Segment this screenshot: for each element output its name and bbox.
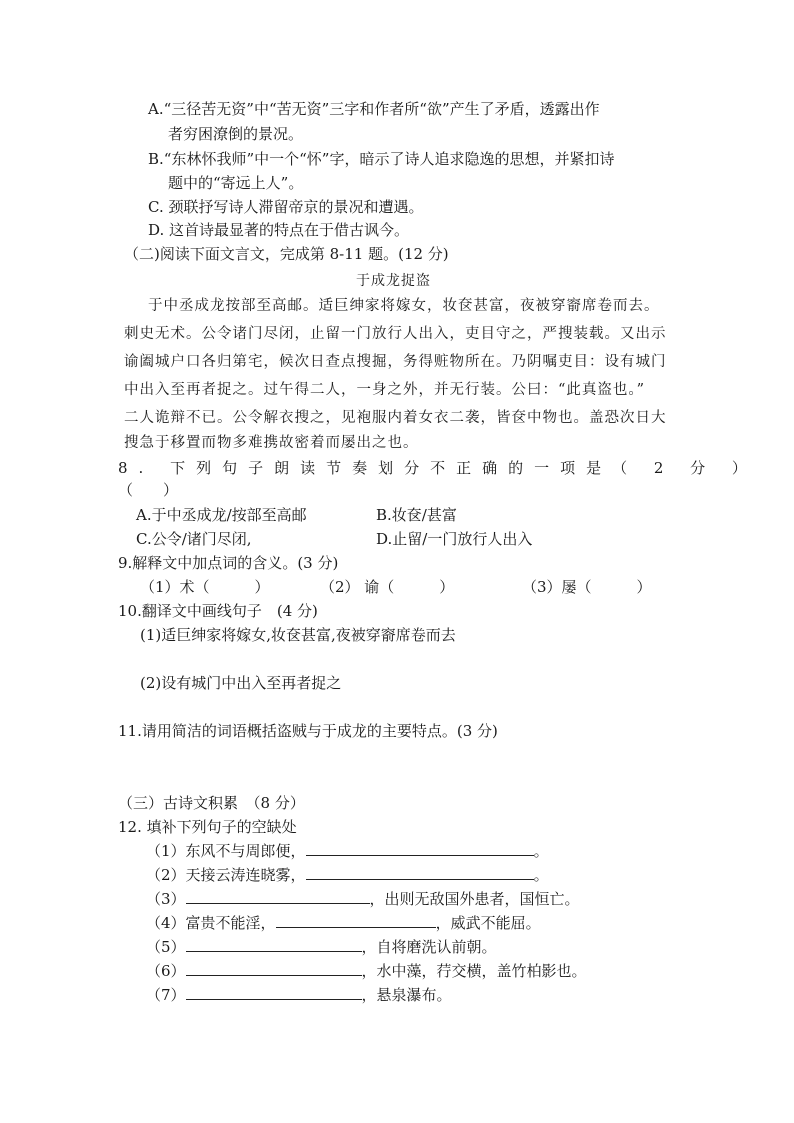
q12-stem: 12. 填补下列句子的空缺处 — [118, 818, 297, 836]
fill-item-before: 天接云涛连晓雾， — [185, 866, 306, 884]
fill-item-after: ，威武不能屈。 — [435, 914, 541, 932]
fill-blank-field[interactable] — [186, 937, 362, 952]
q7-option-a-line2: 者穷困潦倒的景况。 — [168, 125, 304, 143]
passage-line: 中出入至再者捉之。过午得二人，一身之外，并无行装。公曰：“此真盗也。” — [124, 382, 646, 398]
q9-stem: 9.解释文中加点词的含义。(3 分) — [118, 554, 339, 572]
passage-line: 二人诡辩不已。公令解衣搜之，见袍服内着女衣二袭，皆奁中物也。盖恐次日大 — [124, 410, 667, 426]
q7-option-a-line1: A.“三径苦无资”中“苦无资”三字和作者所“欲”产生了矛盾，透露出作 — [148, 100, 600, 118]
fill-blank-field[interactable] — [306, 841, 534, 856]
q7-option-b-line2: 题中的“寄远上人”。 — [168, 174, 304, 192]
q8-option-a: A.于中丞成龙/按部至高邮 — [136, 506, 307, 524]
passage-line: 刺史无术。公令诸门尽闭，止留一门放行人出入，吏目守之，严搜装载。又出示 — [124, 326, 667, 342]
fill-item-1 — [146, 841, 549, 861]
passage-title: 于成龙捉盗 — [356, 273, 431, 289]
q9-item-2: （2） 谕（ ） — [320, 578, 455, 596]
q8-option-b: B.妆奁/甚富 — [376, 506, 457, 524]
fill-blank-field[interactable] — [186, 889, 370, 904]
passage-line: 谕阖城户口各归第宅，候次日查点搜掘，务得赃物所在。乃阴嘱吏目：设有城门 — [124, 354, 667, 370]
fill-item-number: （4） — [146, 914, 186, 932]
fill-item-after: 。 — [533, 866, 549, 884]
q7-option-c: C. 颈联抒写诗人滞留帝京的景况和遭遇。 — [148, 198, 424, 216]
fill-item-number: （2） — [146, 866, 186, 884]
q7-option-b-line1: B.“东林怀我师”中一个“怀”字，暗示了诗人追求隐逸的思想，并紧扣诗 — [148, 150, 615, 168]
q8-stem: 8. 下列句子朗读节奏划分不正确的一项是（ 2 分 ） — [118, 459, 758, 477]
q10-sentence-2: (2)设有城门中出入至再者捉之 — [140, 674, 342, 692]
passage-line: 于中丞成龙按部至高邮。适巨绅家将嫁女，妆奁甚富，夜被穿窬席卷而去。 — [148, 298, 660, 314]
fill-item-7 — [146, 985, 452, 1005]
fill-item-number: （3） — [146, 890, 186, 908]
fill-item-after: 。 — [533, 842, 549, 860]
fill-item-before: 东风不与周郎便， — [185, 842, 306, 860]
fill-item-5 — [146, 937, 497, 957]
fill-item-2 — [146, 865, 549, 885]
fill-item-number: （6） — [146, 962, 186, 980]
fill-blank-field[interactable] — [186, 985, 362, 1000]
fill-item-6 — [146, 961, 587, 981]
q9-item-3: （3）屡（ ） — [522, 578, 652, 596]
q10-sentence-1: (1)适巨绅家将嫁女,妆奁甚富,夜被穿窬席卷而去 — [140, 626, 456, 644]
fill-item-before: 富贵不能淫， — [185, 914, 276, 932]
fill-item-3 — [146, 889, 580, 909]
fill-item-after: ，悬泉瀑布。 — [361, 986, 452, 1004]
fill-item-4 — [146, 913, 541, 933]
section2-heading: （二)阅读下面文言文，完成第 8-11 题。(12 分) — [124, 245, 449, 263]
q7-option-d: D. 这首诗最显著的特点在于借古讽今。 — [148, 221, 410, 239]
section3-heading: （三）古诗文积累 （8 分） — [118, 794, 305, 812]
fill-item-after: ，自将磨洗认前朝。 — [361, 938, 497, 956]
fill-item-after: ，出则无敌国外患者，国恒亡。 — [369, 890, 580, 908]
fill-item-number: （1） — [146, 842, 186, 860]
q8-answer-paren: （ ） — [118, 481, 179, 499]
fill-item-number: （7） — [146, 986, 186, 1004]
q11-stem: 11.请用简洁的词语概括盗贼与于成龙的主要特点。(3 分) — [118, 722, 498, 740]
fill-blank-field[interactable] — [276, 913, 436, 928]
fill-item-number: （5） — [146, 938, 186, 956]
q8-option-c: C.公令/诸门尽闭, — [136, 530, 252, 548]
fill-blank-field[interactable] — [306, 865, 534, 880]
passage-line: 搜急于移置而物多难携故密着而屡出之也。 — [124, 435, 419, 451]
q9-item-1: （1）术（ ） — [140, 578, 270, 596]
fill-item-after: ，水中藻，荇交横，盖竹柏影也。 — [361, 962, 587, 980]
q10-stem: 10.翻译文中画线句子 (4 分) — [118, 602, 318, 620]
q8-option-d: D.止留/一门放行人出入 — [376, 530, 533, 548]
fill-blank-field[interactable] — [186, 961, 362, 976]
